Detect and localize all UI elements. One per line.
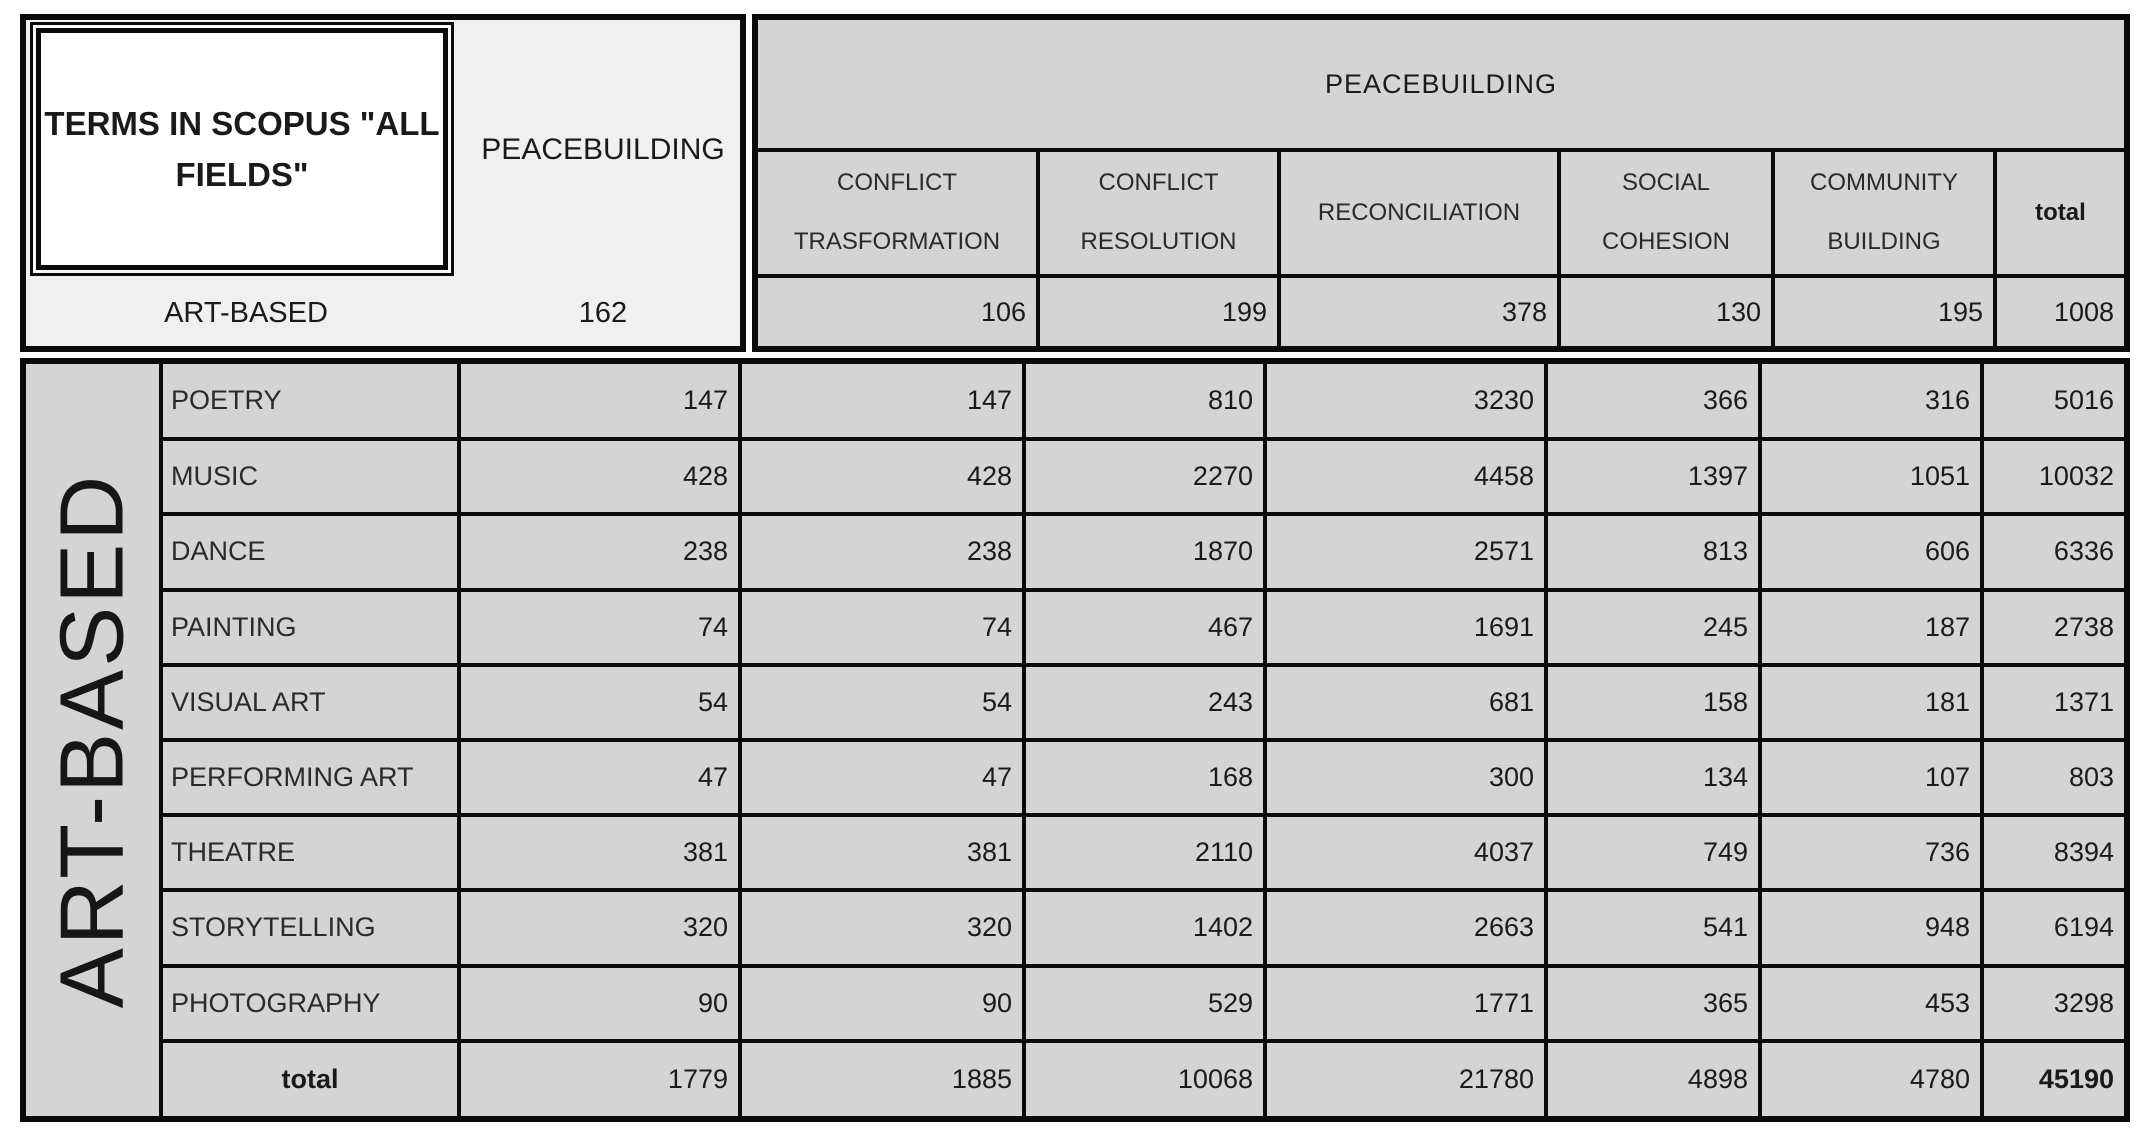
value-cell: 2663	[1265, 890, 1546, 965]
value-cell: 106	[758, 276, 1038, 346]
value-cell: 181	[1760, 665, 1982, 740]
row-label: STORYTELLING	[161, 890, 459, 965]
value-cell: 948	[1760, 890, 1982, 965]
value-cell: 74	[459, 590, 740, 665]
value-cell: 10032	[1982, 439, 2124, 514]
value-cell: 1885	[740, 1041, 1024, 1116]
row-label: VISUAL ART	[161, 665, 459, 740]
art-based-data-block	[20, 358, 2130, 1122]
value-cell: 4780	[1760, 1041, 1982, 1116]
row-music	[26, 439, 2124, 514]
value-cell: 2571	[1265, 514, 1546, 589]
value-cell: 238	[459, 514, 740, 589]
value-cell: 606	[1760, 514, 1982, 589]
value-cell: 8394	[1982, 815, 2124, 890]
value-cell: 47	[459, 740, 740, 815]
scopus-terms-title-box	[36, 28, 448, 270]
row-label: POETRY	[161, 364, 459, 439]
row-visual-art	[26, 665, 2124, 740]
value-cell: 467	[1024, 590, 1265, 665]
value-cell: 1771	[1265, 966, 1546, 1041]
value-cell: 130	[1559, 276, 1773, 346]
art-based-vertical-label: ART-BASED	[42, 472, 142, 1008]
row-label: DANCE	[161, 514, 459, 589]
value-cell: 541	[1546, 890, 1760, 965]
value-cell: 54	[740, 665, 1024, 740]
value-cell: 1371	[1982, 665, 2124, 740]
value-cell: 4037	[1265, 815, 1546, 890]
value-cell: 90	[740, 966, 1024, 1041]
value-cell: 381	[459, 815, 740, 890]
value-cell: 803	[1982, 740, 2124, 815]
row-theatre	[26, 815, 2124, 890]
value-cell: 428	[740, 439, 1024, 514]
value-cell: 378	[1279, 276, 1559, 346]
value-cell: 1779	[459, 1041, 740, 1116]
value-cell: 107	[1760, 740, 1982, 815]
value-cell: 1402	[1024, 890, 1265, 965]
column-header-total: total	[1995, 150, 2124, 276]
value-cell: 195	[1773, 276, 1995, 346]
column-header-conflict-resolution: CONFLICT RESOLUTION	[1038, 150, 1279, 276]
value-cell: 320	[740, 890, 1024, 965]
value-cell: 245	[1546, 590, 1760, 665]
value-cell: 238	[740, 514, 1024, 589]
value-cell: 5016	[1982, 364, 2124, 439]
value-cell: 243	[1024, 665, 1265, 740]
row-performing-art	[26, 740, 2124, 815]
value-cell: 1691	[1265, 590, 1546, 665]
column-header-conflict-trasformation: CONFLICT TRASFORMATION	[758, 150, 1038, 276]
value-cell: 1008	[2053, 296, 2114, 327]
value-cell: 158	[1546, 665, 1760, 740]
value-cell: 2270	[1024, 439, 1265, 514]
value-cell: 168	[1024, 740, 1265, 815]
row-label: MUSIC	[161, 439, 459, 514]
value-cell: 47	[740, 740, 1024, 815]
row-painting	[26, 590, 2124, 665]
corner-art-based-label: ART-BASED	[164, 296, 328, 329]
value-cell: 320	[459, 890, 740, 965]
value-cell: 2110	[1024, 815, 1265, 890]
row-total	[26, 1041, 2124, 1116]
row-dance	[26, 514, 2124, 589]
value-cell: 6194	[1982, 890, 2124, 965]
header-columns-row	[758, 150, 2124, 276]
row-label: PERFORMING ART	[161, 740, 459, 815]
value-cell: 453	[1760, 966, 1982, 1041]
value-cell: 74	[740, 590, 1024, 665]
value-cell: 428	[459, 439, 740, 514]
corner-card	[20, 14, 746, 352]
value-cell: 147	[459, 364, 740, 439]
value-cell: 4458	[1265, 439, 1546, 514]
row-photography	[26, 966, 2124, 1041]
value-cell: 134	[1546, 740, 1760, 815]
row-poetry	[26, 364, 2124, 439]
data-table	[26, 364, 2124, 1116]
value-cell: 366	[1546, 364, 1760, 439]
value-cell: 1051	[1760, 439, 1982, 514]
value-cell: 749	[1546, 815, 1760, 890]
value-cell: 381	[740, 815, 1024, 890]
title-line-1: TERMS IN SCOPUS "ALL	[44, 104, 440, 142]
title-line-2: FIELDS"	[175, 156, 309, 193]
art-based-group-cell	[26, 364, 161, 1116]
value-cell: 813	[1546, 514, 1760, 589]
value-cell: 199	[1038, 276, 1279, 346]
value-cell: 365	[1546, 966, 1760, 1041]
value-cell: 3298	[1982, 966, 2124, 1041]
value-cell: 4898	[1546, 1041, 1760, 1116]
row-storytelling	[26, 890, 2124, 965]
value-cell: 1397	[1546, 439, 1760, 514]
value-cell: 529	[1024, 966, 1265, 1041]
value-cell: 147	[740, 364, 1024, 439]
peacebuilding-title: PEACEBUILDING	[758, 20, 2124, 150]
value-cell: 6336	[1982, 514, 2124, 589]
peacebuilding-header-block	[752, 14, 2130, 352]
value-cell: 2738	[1982, 590, 2124, 665]
row-label: THEATRE	[161, 815, 459, 890]
column-header-community-building: COMMUNITY BUILDING	[1773, 150, 1995, 276]
corner-peacebuilding-header: PEACEBUILDING	[481, 133, 725, 166]
total-row-label: total	[161, 1041, 459, 1116]
column-header-reconciliation: RECONCILIATION	[1279, 150, 1559, 276]
value-cell: 3230	[1265, 364, 1546, 439]
header-title-row	[758, 20, 2124, 150]
grand-total-cell: 45190	[2038, 1063, 2114, 1094]
value-cell: 54	[459, 665, 740, 740]
art-based-values-row	[758, 276, 2124, 346]
header-table	[758, 20, 2124, 346]
value-cell: 21780	[1265, 1041, 1546, 1116]
row-label: PHOTOGRAPHY	[161, 966, 459, 1041]
value-cell: 10068	[1024, 1041, 1265, 1116]
value-cell: 736	[1760, 815, 1982, 890]
value-cell: 300	[1265, 740, 1546, 815]
value-cell: 1870	[1024, 514, 1265, 589]
value-cell: 90	[459, 966, 740, 1041]
column-header-social-cohesion: SOCIAL COHESION	[1559, 150, 1773, 276]
corner-art-based-value: 162	[578, 296, 628, 329]
value-cell: 316	[1760, 364, 1982, 439]
row-label: PAINTING	[161, 590, 459, 665]
value-cell: 681	[1265, 665, 1546, 740]
value-cell: 810	[1024, 364, 1265, 439]
value-cell: 187	[1760, 590, 1982, 665]
